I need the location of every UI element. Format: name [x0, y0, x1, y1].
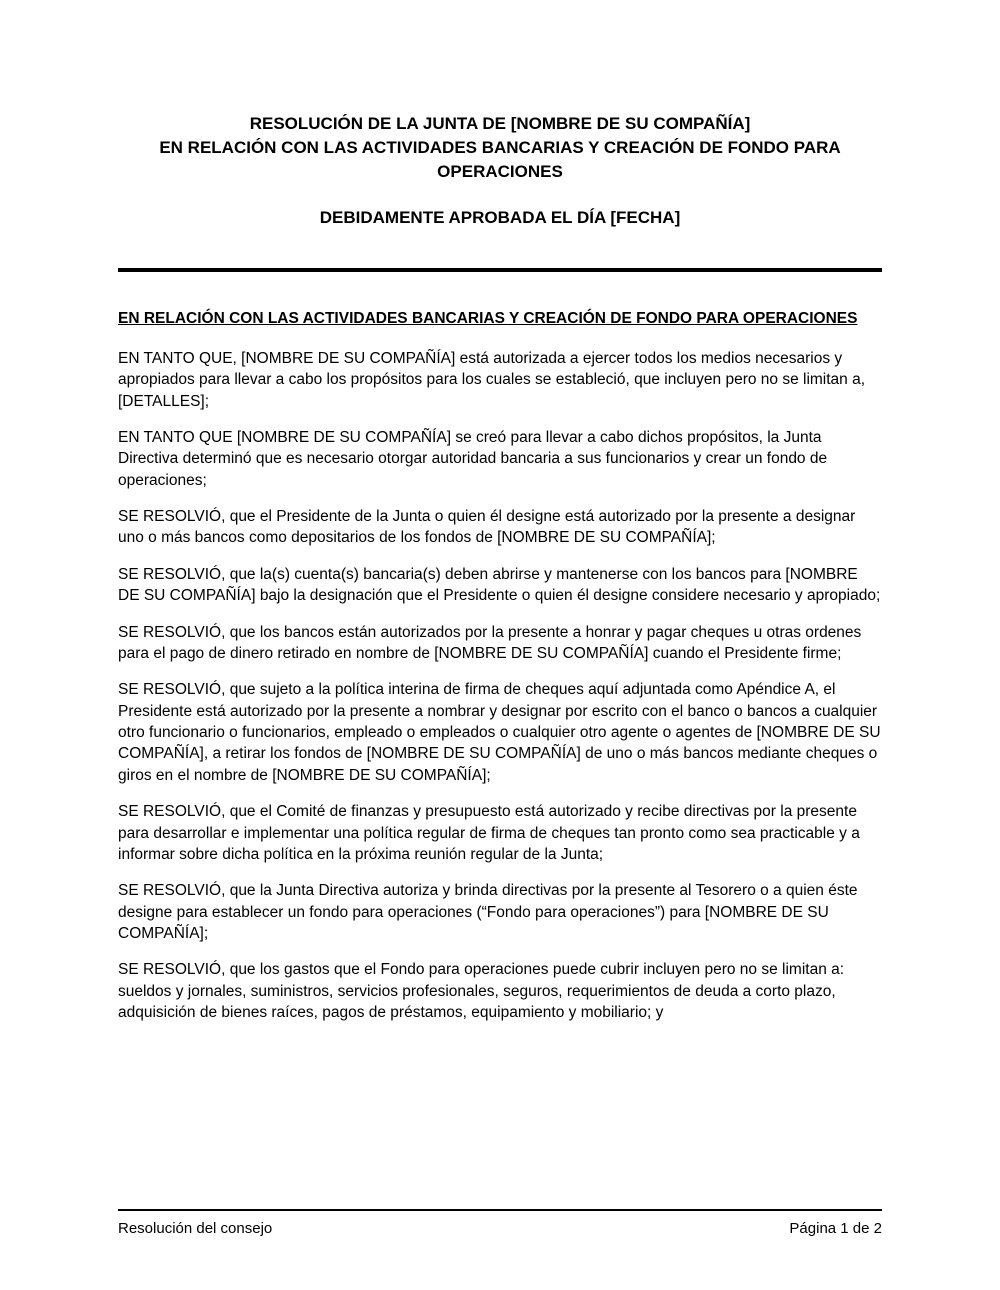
- paragraph-resolved-3: SE RESOLVIÓ, que los bancos están autorizados por la presente a honrar y pagar cheques u otras ordenes para el pago de dinero retirado en nombre de [NOMBRE DE SU COMPAÑÍA] cuando el Presidente firme;: [118, 623, 862, 662]
- document-title-line-1: RESOLUCIÓN DE LA JUNTA DE [NOMBRE DE SU COMPAÑÍA]: [249, 114, 751, 133]
- paragraph-resolved-5: SE RESOLVIÓ, que el Comité de finanzas y presupuesto está autorizado y recibe directivas por la presente para desarrollar e implementar una política regular de firma de cheques tan pronto como sea practicable y a informar sobre dicha política en la próxima reunión regular de la Junta;: [118, 803, 860, 863]
- paragraph-resolved-6: SE RESOLVIÓ, que la Junta Directiva autoriza y brinda directivas por la presente al Tesorero o a quien éste designe para establecer un fondo para operaciones (“Fondo para operaciones”) para [NOMBRE DE SU COMPAÑÍA];: [118, 882, 858, 943]
- paragraph-whereas-1: EN TANTO QUE, [NOMBRE DE SU COMPAÑÍA] está autorizada a ejercer todos los medios necesarios y apropiados para llevar a cabo los propósitos para los cuales se estableció, que incluyen pero no se limitan a, [DETALLES];: [118, 349, 866, 410]
- footer-page-number: Página 1 de 2: [789, 1219, 882, 1237]
- paragraph-resolved-4: SE RESOLVIÓ, que sujeto a la política interina de firma de cheques aquí adjuntada como Apéndice A, el Presidente está autorizado por la presente a nombrar y designar por escrito con el banco o bancos a cualquier otro funcionario o funcionarios, empleado o empleados o cualquier otro agente o agentes de [NOMBRE DE SU COMPAÑÍA], a retirar los fondos de [NOMBRE DE SU COMPAÑÍA] de uno o más bancos mediante cheques o giros en el nombre de [NOMBRE DE SU COMPAÑÍA];: [118, 681, 881, 784]
- footer-row: [118, 1219, 882, 1239]
- document-body: [118, 308, 882, 1023]
- footer-divider-rule: [118, 1209, 882, 1211]
- title-divider-rule: [118, 268, 882, 272]
- section-heading: EN RELACIÓN CON LAS ACTIVIDADES BANCARIAS Y CREACIÓN DE FONDO PARA OPERACIONES: [118, 310, 858, 328]
- document-header: [118, 112, 882, 230]
- document-subtitle: DEBIDAMENTE APROBADA EL DÍA [FECHA]: [319, 208, 681, 228]
- footer-document-name: Resolución del consejo: [118, 1219, 273, 1237]
- paragraph-resolved-2: SE RESOLVIÓ, que la(s) cuenta(s) bancaria(s) deben abrirse y mantenerse con los bancos para [NOMBRE DE SU COMPAÑÍA] bajo la designación que el Presidente o quien él designe considere necesario y apropiado;: [118, 565, 881, 605]
- paragraph-whereas-2: EN TANTO QUE [NOMBRE DE SU COMPAÑÍA] se creó para llevar a cabo dichos propósitos, la Junta Directiva determinó que es necesario otorgar autoridad bancaria a sus funcionarios y crear un fondo de operaciones;: [118, 428, 828, 489]
- document-title: [145, 112, 855, 184]
- document-footer: [118, 1209, 882, 1239]
- paragraph-resolved-1: SE RESOLVIÓ, que el Presidente de la Junta o quien él designe está autorizado por la presente a designar uno o más bancos como depositarios de los fondos de [NOMBRE DE SU COMPAÑÍA];: [118, 508, 856, 547]
- paragraph-resolved-7: SE RESOLVIÓ, que los gastos que el Fondo para operaciones puede cubrir incluyen pero no se limitan a: sueldos y jornales, suministros, servicios profesionales, seguros, requerimientos de deuda a corto plazo, adquisición de bienes raíces, pagos de préstamos, equipamiento y mobiliario; y: [118, 961, 845, 1022]
- document-title-line-2: EN RELACIÓN CON LAS ACTIVIDADES BANCARIAS Y CREACIÓN DE FONDO PARA OPERACIONES: [159, 138, 841, 182]
